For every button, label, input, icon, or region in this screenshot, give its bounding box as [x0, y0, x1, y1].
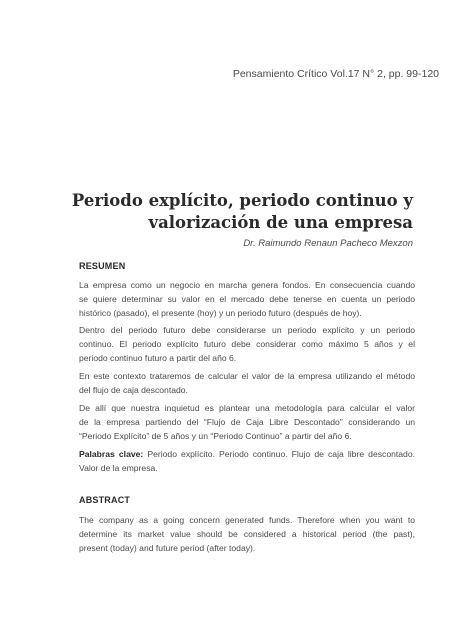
resumen-paragraph-2 [79, 323, 415, 365]
article-title-line-2: valorización de una empresa [148, 213, 413, 232]
text-line: de la empresa partiendo del “Flujo de Caja Libre Descontado” considerando un [79, 417, 415, 427]
abstract-heading: ABSTRACT [79, 495, 131, 505]
resumen-paragraph-1 [79, 278, 415, 320]
text-line: histórico (pasado), el presente (hoy) y un periodo futuro (después de hoy). [79, 308, 362, 318]
resumen-heading: RESUMEN [79, 261, 126, 271]
text-line: continuo. El periodo explícito futuro debe considerar como máximo 5 años y el [79, 339, 415, 349]
article-title [33, 190, 413, 234]
text-line: determine its market value should be considered a historical period (the past), [79, 529, 415, 539]
keywords-line-1 [79, 447, 415, 461]
abstract-paragraph-1 [79, 513, 415, 555]
keywords-paragraph [79, 447, 415, 475]
keywords-text: Periodo explícito. Periodo continuo. Flujo de caja libre descontado. [143, 449, 415, 459]
text-line: En este contexto trataremos de calcular el valor de la empresa utilizando el método [79, 371, 415, 381]
keywords-line-2: Valor de la empresa. [79, 463, 158, 473]
text-line: periodo continuo futuro a partir del año 6. [79, 353, 237, 363]
text-line: del flujo de caja descontado. [79, 385, 188, 395]
article-title-line-1: Periodo explícito, periodo continuo y [71, 191, 413, 210]
resumen-paragraph-3 [79, 369, 415, 397]
article-author: Dr. Raimundo Renaun Pacheco Mexzon [243, 238, 413, 249]
text-line: “Periodo Explícito” de 5 años y un “Periodo Continuo” a partir del año 6. [79, 431, 352, 441]
resumen-paragraph-4 [79, 401, 415, 443]
text-line: De allí que nuestra inquietud es plantear una metodología para calcular el valor [79, 403, 415, 413]
text-line: The company as a going concern generated funds. Therefore when you want to [79, 515, 415, 525]
text-line: Dentro del periodo futuro debe considerarse un periodo explícito y un periodo [79, 325, 415, 335]
text-line: present (today) and future period (after today). [79, 543, 256, 553]
keywords-label: Palabras clave: [79, 449, 144, 459]
text-line: La empresa como un negocio en marcha genera fondos. En consecuencia cuando [79, 280, 415, 290]
journal-reference: Pensamiento Crítico Vol.17 N° 2, pp. 99-120 [232, 68, 439, 80]
text-line: se quiere determinar su valor en el mercado debe tenerse en cuenta un periodo [79, 294, 415, 304]
